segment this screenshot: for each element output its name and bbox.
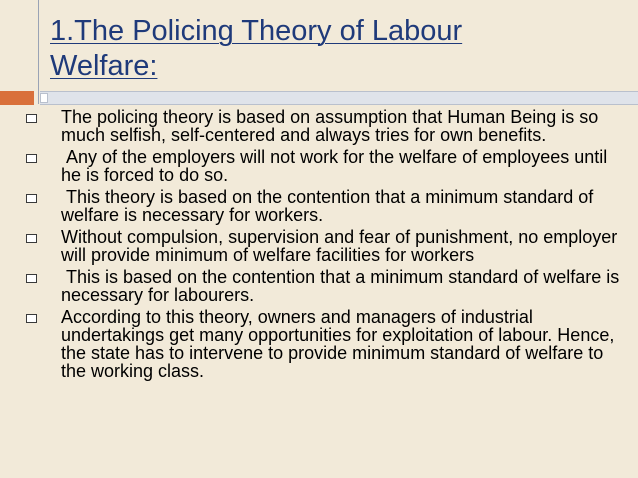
bullet-list xyxy=(26,108,626,384)
hollow-square-icon xyxy=(26,274,37,283)
list-item xyxy=(26,308,626,380)
bullet-text: The policing theory is based on assumption that Human Being is so much selfish, self-centered and always tries for own benefits. xyxy=(61,107,604,145)
hollow-square-icon xyxy=(26,314,37,323)
bullet-text: This is based on the contention that a minimum standard of welfare is necessary for labourers. xyxy=(61,267,625,305)
list-item xyxy=(26,148,626,184)
hollow-square-icon xyxy=(26,154,37,163)
divider-square-icon xyxy=(40,93,48,103)
accent-block xyxy=(0,91,34,105)
list-item xyxy=(26,228,626,264)
list-item xyxy=(26,108,626,144)
left-rule xyxy=(38,0,39,104)
hollow-square-icon xyxy=(26,194,37,203)
hollow-square-icon xyxy=(26,114,37,123)
list-item xyxy=(26,188,626,224)
bullet-text: According to this theory, owners and managers of industrial undertakings get many opportunities for exploitation of labour. Hence, the state has to intervene to provide minimum standard of welfare to the working class. xyxy=(61,307,620,381)
title-divider xyxy=(40,91,638,105)
list-item xyxy=(26,268,626,304)
bullet-text: Without compulsion, supervision and fear of punishment, no employer will provide minimum of welfare facilities for workers xyxy=(61,227,623,265)
slide-title: 1.The Policing Theory of Labour Welfare: xyxy=(50,15,463,82)
hollow-square-icon xyxy=(26,234,37,243)
bullet-text: Any of the employers will not work for the welfare of employees until he is forced to do so. xyxy=(61,147,613,185)
bullet-text: This theory is based on the contention that a minimum standard of welfare is necessary for workers. xyxy=(61,187,599,225)
